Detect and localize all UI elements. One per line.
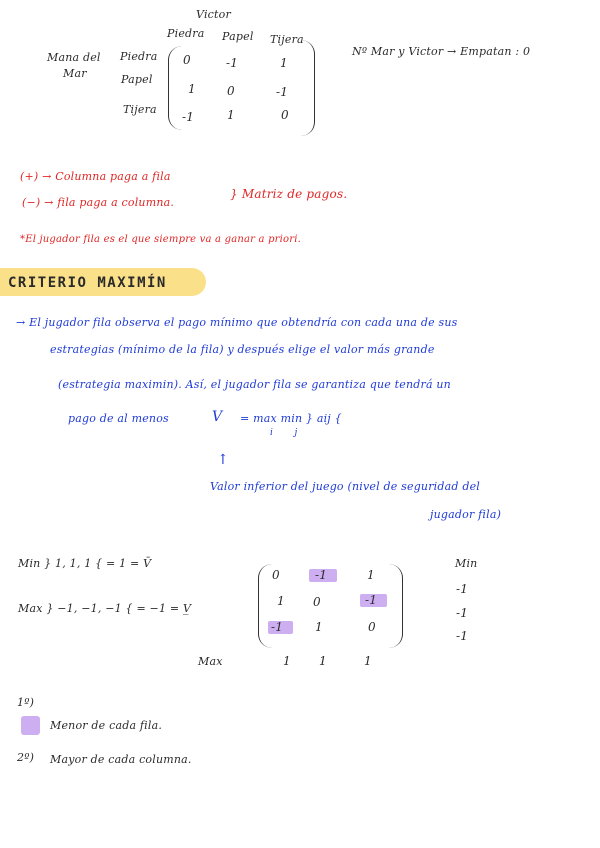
- calc-cell: 1: [277, 594, 285, 608]
- calc-cell: -1: [315, 568, 328, 582]
- matrix-cell: 1: [227, 108, 235, 122]
- max-row-label: Max: [198, 655, 223, 668]
- lower-value-line-2: jugador fila): [430, 508, 502, 521]
- explanation-line-2: estrategias (mínimo de la fila) y después elige el valor más grande: [50, 343, 435, 356]
- row-player-name-2: Mar: [63, 67, 87, 80]
- explanation-line-3: (estrategia maximin). Así, el jugador fila se garantiza que tendrá un: [58, 378, 451, 391]
- step-2-text: Mayor de cada columna.: [50, 753, 192, 766]
- max-line: Max } −1, −1, −1 { = −1 = V̲: [18, 602, 192, 615]
- step-1-label: 1º): [17, 696, 35, 709]
- formula-v: V: [212, 409, 223, 425]
- calc-cell: 1: [367, 568, 375, 582]
- row-header-papel: Papel: [121, 73, 153, 86]
- row-header-tijera: Tijera: [123, 103, 157, 116]
- min-column-value: -1: [456, 606, 469, 620]
- matrix-cell: -1: [276, 85, 289, 99]
- calc-cell: 0: [368, 620, 376, 634]
- calc-matrix-right-bracket: [388, 564, 403, 648]
- col-header-papel: Papel: [222, 30, 254, 43]
- matrix-left-bracket: [168, 46, 183, 130]
- rule-minus: (−) → fila paga a columna.: [22, 196, 175, 209]
- matrix-cell: 0: [183, 53, 191, 67]
- up-arrow-icon: ↑: [217, 452, 229, 468]
- min-column-value: -1: [456, 582, 469, 596]
- min-column-value: -1: [456, 629, 469, 643]
- matrix-right-bracket: [300, 40, 315, 136]
- payoff-matrix-label: } Matriz de pagos.: [230, 187, 348, 201]
- max-row-value: 1: [283, 654, 291, 668]
- step-1-text: Menor de cada fila.: [50, 719, 163, 732]
- row-player-note: *El jugador fila es el que siempre va a ganar a priori.: [20, 234, 302, 245]
- max-row-value: 1: [319, 654, 327, 668]
- min-column-header: Min: [455, 557, 478, 570]
- col-header-tijera: Tijera: [270, 33, 304, 46]
- lower-value-line-1: Valor inferior del juego (nivel de seguridad del: [210, 480, 481, 493]
- matrix-cell: 1: [188, 82, 196, 96]
- legend-swatch: [21, 716, 40, 735]
- calc-matrix-left-bracket: [258, 564, 273, 648]
- calc-cell: 1: [315, 620, 323, 634]
- matrix-cell: 1: [280, 56, 288, 70]
- row-player-name: Mana del: [47, 51, 101, 64]
- calc-cell: -1: [365, 593, 378, 607]
- rule-plus: (+) → Columna paga a fila: [20, 170, 171, 183]
- col-player-name: Victor: [196, 8, 231, 21]
- col-header-piedra: Piedra: [167, 27, 205, 40]
- max-row-value: 1: [364, 654, 372, 668]
- calc-cell: 0: [272, 568, 280, 582]
- calc-cell: 0: [313, 595, 321, 609]
- matrix-cell: 0: [281, 108, 289, 122]
- section-title: CRITERIO MAXIMÍN: [8, 275, 167, 291]
- tie-note: Nº Mar y Victor → Empatan : 0: [352, 45, 531, 58]
- explanation-line-1: → El jugador fila observa el pago mínimo que obtendría con cada una de sus: [16, 316, 458, 329]
- row-header-piedra: Piedra: [120, 50, 158, 63]
- step-2-label: 2º): [17, 751, 35, 764]
- formula-maxmin: = max min } aij {: [240, 412, 342, 425]
- matrix-cell: -1: [226, 56, 239, 70]
- matrix-cell: 0: [227, 84, 235, 98]
- matrix-cell: -1: [182, 110, 195, 124]
- min-line: Min } 1, 1, 1 { = 1 = V̄: [18, 557, 152, 570]
- formula-subscripts: i j: [270, 428, 298, 438]
- explanation-line-4: pago de al menos: [68, 412, 169, 425]
- calc-cell: -1: [271, 620, 284, 634]
